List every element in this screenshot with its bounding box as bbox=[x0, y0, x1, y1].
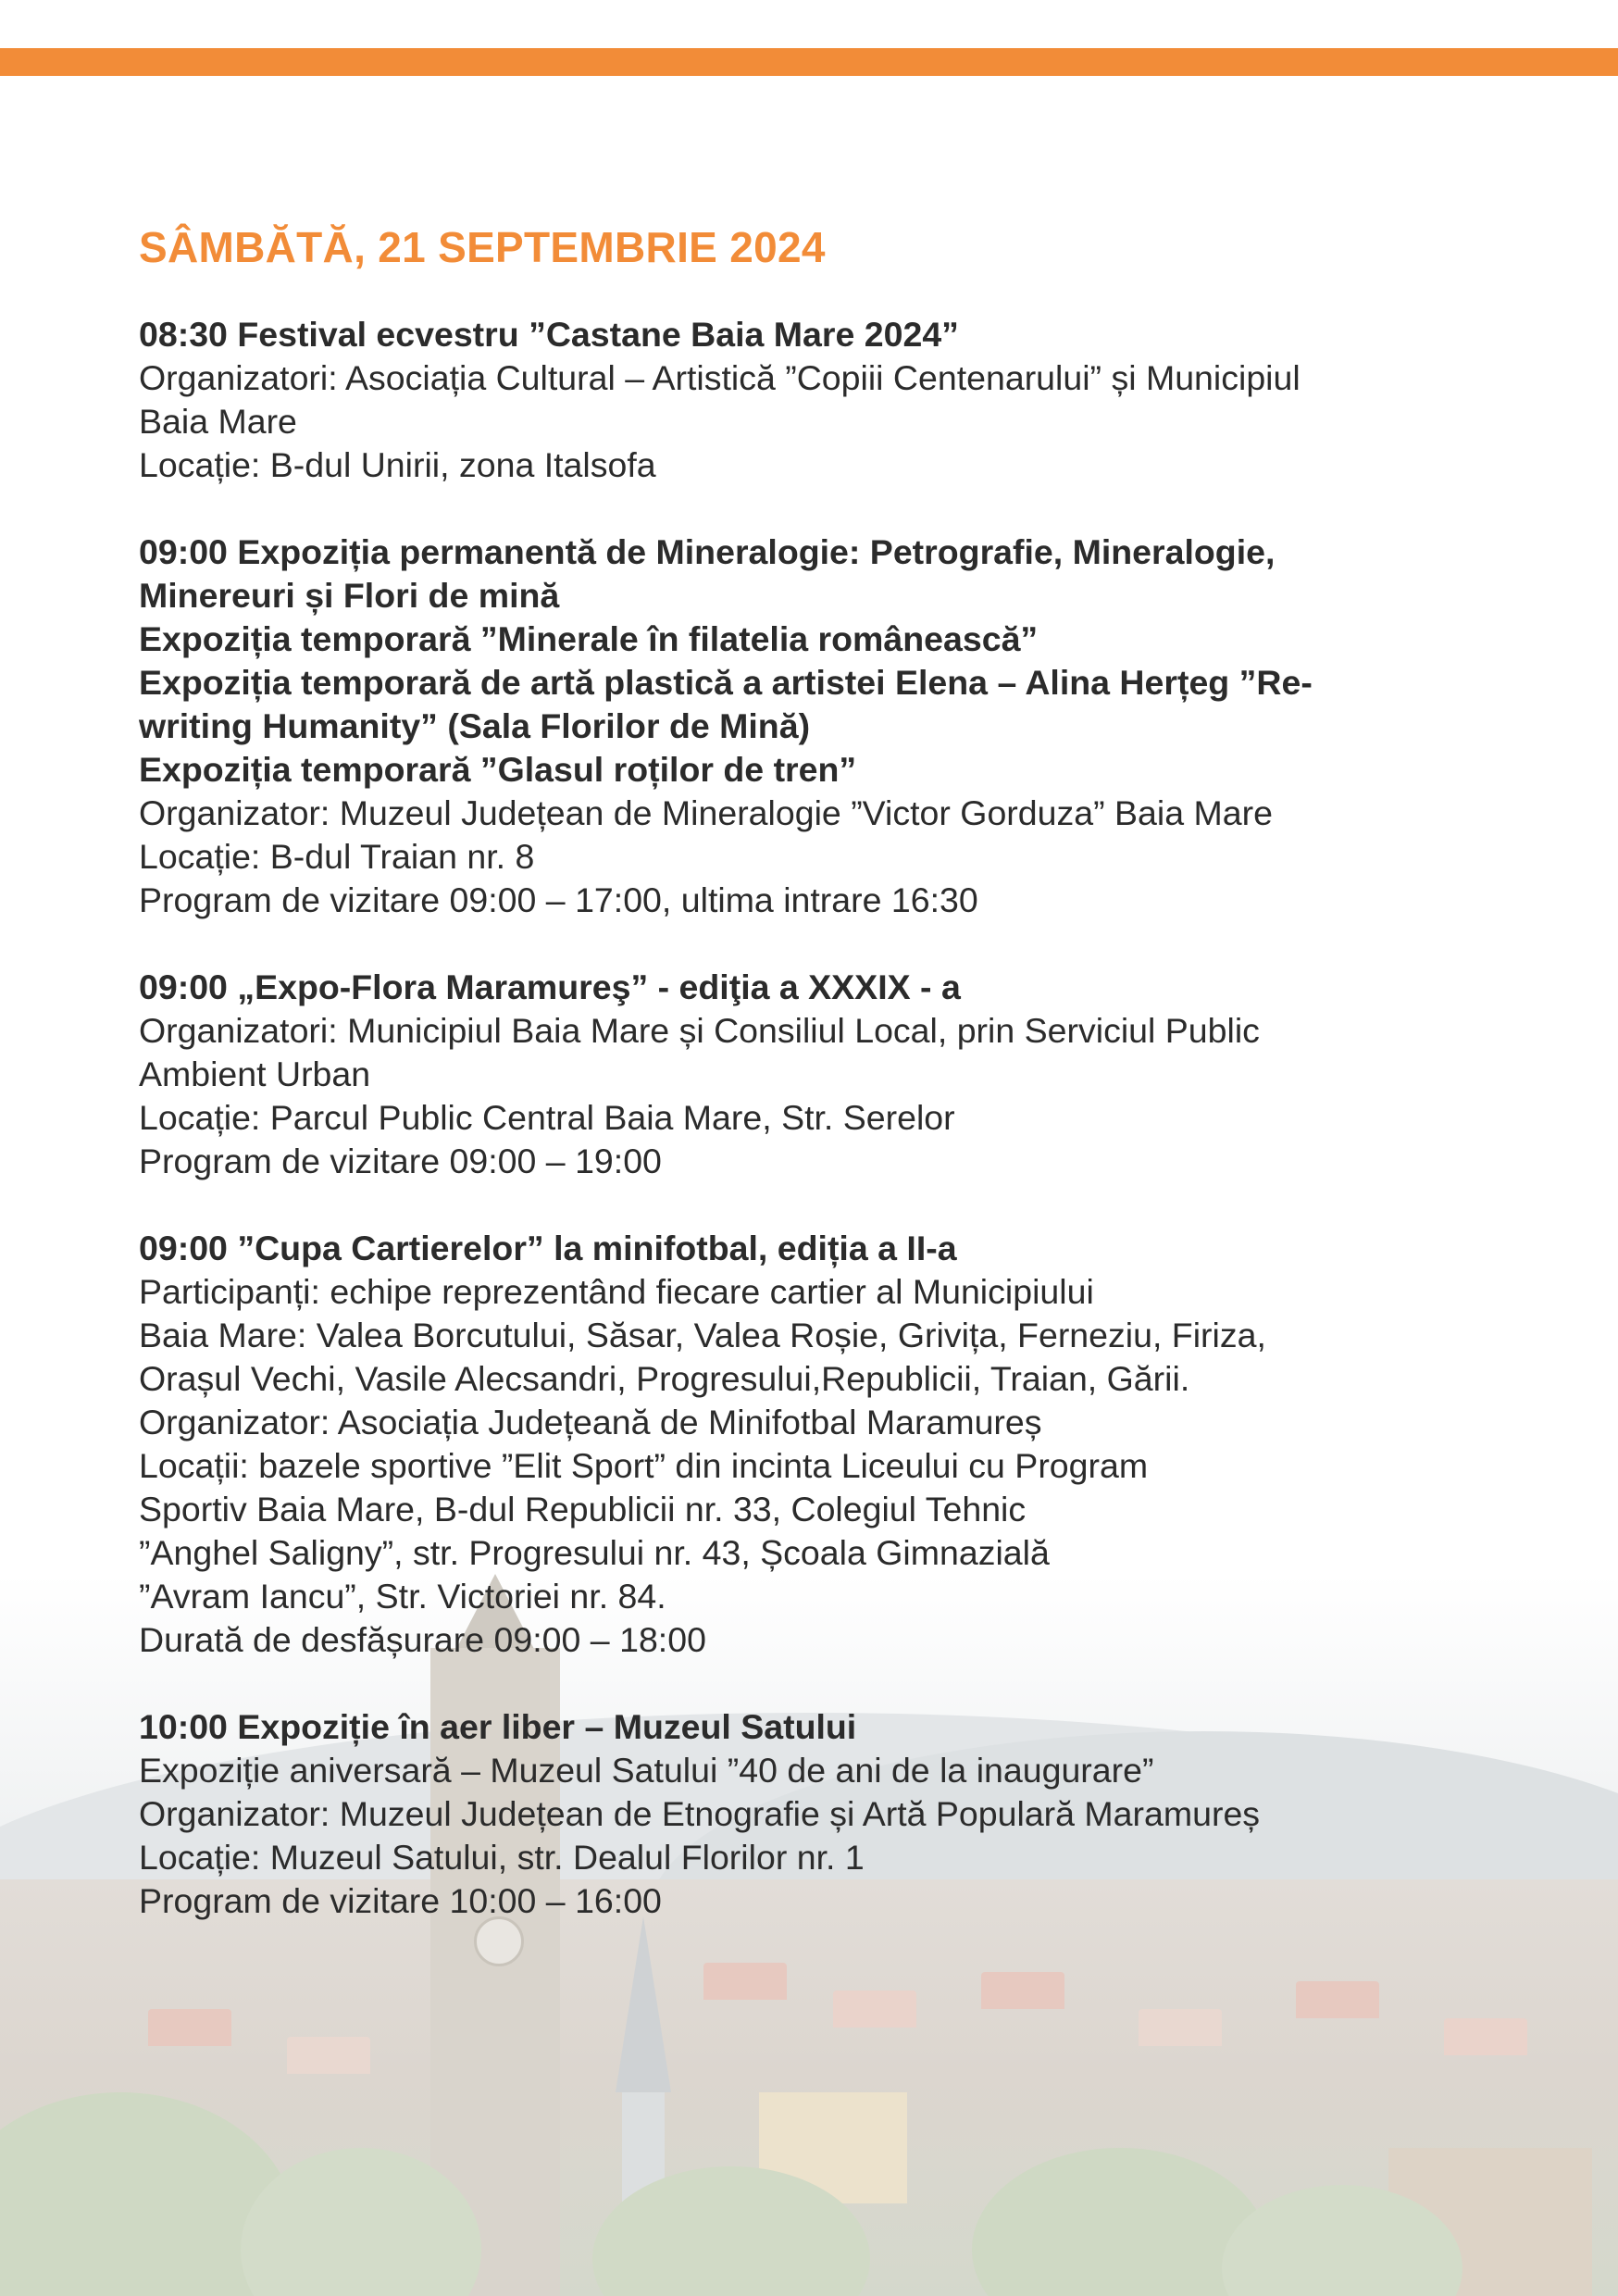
event-title-line: 09:00 Expoziția permanentă de Mineralogie: Petrografie, Mineralogie, bbox=[139, 532, 1276, 571]
top-accent-bar bbox=[0, 48, 1618, 76]
schedule-content bbox=[139, 222, 1490, 1966]
event-detail-line: Organizator: Muzeul Județean de Etnografie și Artă Populară Maramureș bbox=[139, 1794, 1261, 1833]
event-list bbox=[139, 313, 1490, 1923]
event-block bbox=[139, 966, 1490, 1183]
event-title-line: Expoziția temporară ”Minerale în filatelia românească” bbox=[139, 619, 1039, 658]
event-detail-line: Locație: Muzeul Satului, str. Dealul Florilor nr. 1 bbox=[139, 1838, 865, 1877]
event-block bbox=[139, 530, 1490, 922]
event-detail-line: Locații: bazele sportive ”Elit Sport” din incinta Liceului cu Program bbox=[139, 1446, 1149, 1485]
event-detail-line: Participanți: echipe reprezentând fiecare cartier al Municipiului bbox=[139, 1272, 1094, 1311]
event-block bbox=[139, 1705, 1490, 1923]
event-detail-line: Program de vizitare 09:00 – 19:00 bbox=[139, 1142, 662, 1180]
event-title-line: 08:30 Festival ecvestru ”Castane Baia Mare 2024” bbox=[139, 315, 959, 354]
event-detail-line: Orașul Vechi, Vasile Alecsandri, Progresului,Republicii, Traian, Gării. bbox=[139, 1359, 1190, 1398]
event-title-line: Expoziția temporară de artă plastică a artistei Elena – Alina Herțeg ”Re- bbox=[139, 663, 1313, 702]
event-detail-line: Baia Mare: Valea Borcutului, Săsar, Valea Roșie, Grivița, Ferneziu, Firiza, bbox=[139, 1316, 1266, 1354]
event-detail-line: Durată de desfășurare 09:00 – 18:00 bbox=[139, 1620, 706, 1659]
event-title-line: 10:00 Expoziție în aer liber – Muzeul Satului bbox=[139, 1707, 857, 1746]
event-title-line: writing Humanity” (Sala Florilor de Mină) bbox=[139, 706, 811, 745]
event-detail-line: Organizatori: Municipiul Baia Mare și Consiliul Local, prin Serviciul Public bbox=[139, 1011, 1260, 1050]
event-detail-line: Sportiv Baia Mare, B-dul Republicii nr. 33, Colegiul Tehnic bbox=[139, 1490, 1027, 1529]
event-detail-line: ”Avram Iancu”, Str. Victoriei nr. 84. bbox=[139, 1577, 666, 1616]
event-detail-line: Program de vizitare 10:00 – 16:00 bbox=[139, 1881, 662, 1920]
event-detail-line: Organizator: Muzeul Județean de Mineralogie ”Victor Gorduza” Baia Mare bbox=[139, 793, 1273, 832]
event-detail-line: Ambient Urban bbox=[139, 1054, 371, 1093]
event-detail-line: Expoziție aniversară – Muzeul Satului ”40 de ani de la inaugurare” bbox=[139, 1751, 1154, 1790]
event-block bbox=[139, 313, 1490, 487]
event-detail-line: Locație: Parcul Public Central Baia Mare, Str. Serelor bbox=[139, 1098, 955, 1137]
event-title-line: Minereuri și Flori de mină bbox=[139, 576, 560, 615]
event-detail-line: Locație: B-dul Traian nr. 8 bbox=[139, 837, 535, 876]
event-title-line: 09:00 ”Cupa Cartierelor” la minifotbal, ediția a II-a bbox=[139, 1229, 957, 1267]
event-title-line: 09:00 „Expo-Flora Maramureş” - ediţia a XXXIX - a bbox=[139, 967, 961, 1006]
page-title: SÂMBĂTĂ, 21 SEPTEMBRIE 2024 bbox=[139, 223, 826, 271]
event-title-line: Expoziția temporară ”Glasul roților de tren” bbox=[139, 750, 857, 789]
event-detail-line: Locație: B-dul Unirii, zona Italsofa bbox=[139, 445, 656, 484]
event-detail-line: Baia Mare bbox=[139, 402, 297, 441]
event-detail-line: Organizatori: Asociația Cultural – Artistică ”Copiii Centenarului” și Municipiul bbox=[139, 358, 1301, 397]
event-detail-line: ”Anghel Saligny”, str. Progresului nr. 43, Școala Gimnazială bbox=[139, 1533, 1050, 1572]
event-block bbox=[139, 1227, 1490, 1662]
event-detail-line: Organizator: Asociația Județeană de Minifotbal Maramureș bbox=[139, 1403, 1042, 1441]
event-detail-line: Program de vizitare 09:00 – 17:00, ultima intrare 16:30 bbox=[139, 880, 978, 919]
